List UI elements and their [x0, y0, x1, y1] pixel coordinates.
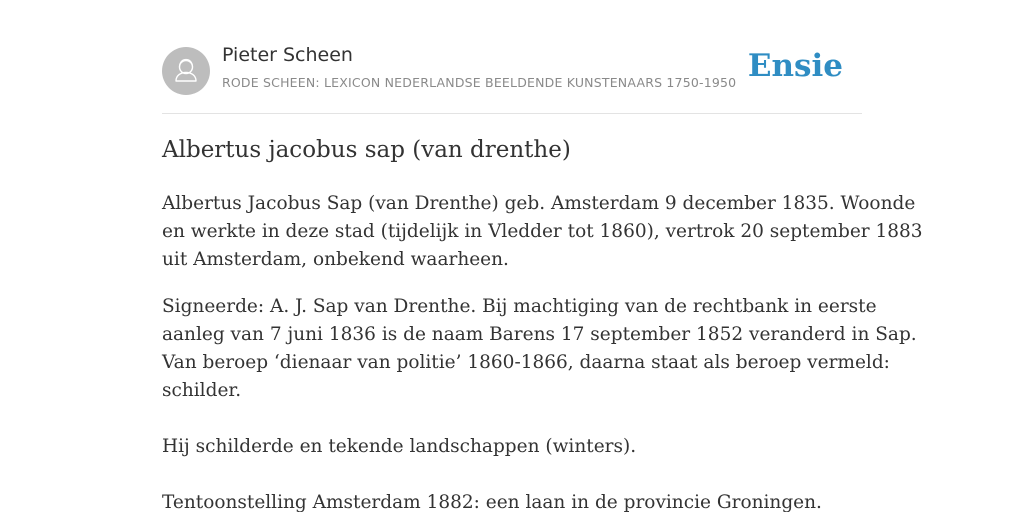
- author-header: [162, 0, 862, 114]
- text-line: en werkte in deze stad (tijdelijk in Vledder tot 1860), vertrok 20 september 1883: [162, 221, 923, 242]
- text-line: Albertus Jacobus Sap (van Drenthe) geb. Amsterdam 9 december 1835. Woonde: [162, 193, 916, 214]
- article-title: Albertus jacobus sap (van drenthe): [162, 137, 571, 163]
- article-paragraph-3: [162, 433, 862, 461]
- text-line: Tentoonstelling Amsterdam 1882: een laan in de provincie Groningen.: [162, 492, 822, 512]
- author-name[interactable]: Pieter Scheen: [222, 44, 353, 66]
- article-card: [162, 0, 923, 512]
- text-line: Hij schilderde en tekende landschappen (winters).: [162, 436, 637, 457]
- author-avatar[interactable]: [162, 47, 210, 95]
- text-line: Van beroep ‘dienaar van politie’ 1860-1866, daarna staat als beroep vermeld:: [162, 352, 890, 373]
- text-line: Signeerde: A. J. Sap van Drenthe. Bij machtiging van de rechtbank in eerste: [162, 296, 877, 317]
- text-line: aanleg van 7 juni 1836 is de naam Barens 17 september 1852 veranderd in Sap.: [162, 324, 917, 345]
- article-paragraph-2: [162, 293, 917, 405]
- user-silhouette-icon: [162, 47, 210, 95]
- article-paragraph-4: [162, 489, 862, 512]
- ensie-logo[interactable]: Ensie: [747, 48, 843, 84]
- source-title[interactable]: RODE SCHEEN: LEXICON NEDERLANDSE BEELDENDE KUNSTENAARS 1750-1950: [222, 75, 737, 90]
- text-line: schilder.: [162, 380, 242, 401]
- article-paragraph-1: [162, 190, 923, 274]
- text-line: uit Amsterdam, onbekend waarheen.: [162, 249, 509, 270]
